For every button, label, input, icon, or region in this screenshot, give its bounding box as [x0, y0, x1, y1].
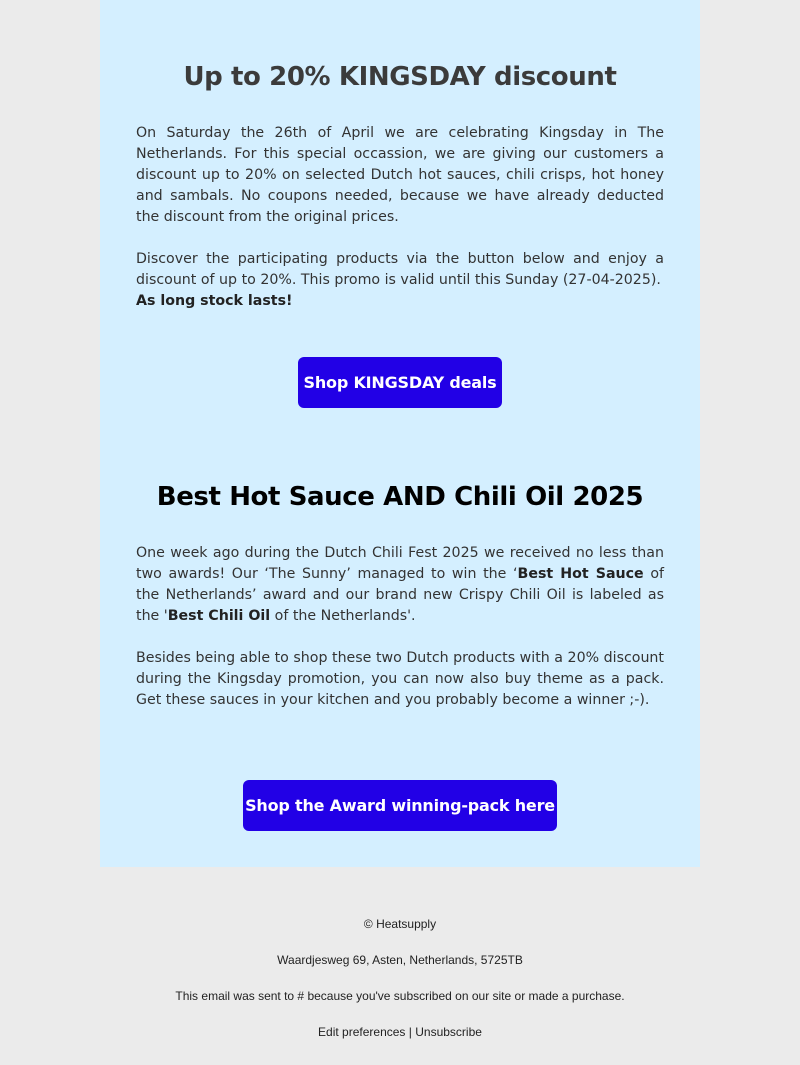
footer-copyright: © Heatsupply — [363, 917, 437, 931]
edit-preferences-link[interactable]: Edit preferences — [318, 1025, 406, 1039]
awards-text-a: One week ago during the Dutch Chili Fest 2025 we received no less than two awards! Our ‘The Sunny’ managed to win the ‘ — [136, 545, 664, 582]
email-container — [100, 0, 700, 1065]
kingsday-paragraph-2-text: Discover the participating products via the button below and enjoy a discount of up to 20%. This promo is valid until this Sunday (27-04-2025). — [136, 251, 664, 288]
shop-award-pack-button[interactable]: Shop the Award winning-pack here — [243, 780, 557, 831]
kingsday-heading: Up to 20% KINGSDAY discount — [183, 62, 617, 92]
best-hot-sauce-label: Best Hot Sauce — [517, 566, 644, 582]
stock-notice: As long stock lasts! — [136, 293, 293, 309]
awards-paragraph-2 — [136, 648, 664, 711]
awards-paragraph-2-text: Besides being able to shop these two Dutch products with a 20% discount during the Kingsday promotion, you can now also buy theme as a pack. Get these sauces in your kitchen and you probably become a winner ;-). — [136, 650, 664, 708]
footer-notice: This email was sent to # because you've subscribed on our site or made a purchase. — [175, 989, 625, 1003]
kingsday-paragraph-1-text: On Saturday the 26th of April we are celebrating Kingsday in The Netherlands. For this special occassion, we are giving our customers a discount up to 20% on selected Dutch hot sauces, chili crisps, hot honey and sambals. No coupons needed, because we have already deducted the discount from the original prices. — [136, 125, 664, 225]
awards-text-b: of the Netherlands’ award and our brand new Crispy Chili Oil is labeled as the ' — [136, 566, 665, 624]
shop-kingsday-deals-button[interactable]: Shop KINGSDAY deals — [298, 357, 502, 408]
awards-heading: Best Hot Sauce AND Chili Oil 2025 — [156, 482, 644, 512]
footer-links — [100, 1025, 700, 1039]
kingsday-paragraph-2 — [136, 249, 664, 312]
best-chili-oil-label: Best Chili Oil — [167, 608, 271, 624]
unsubscribe-link[interactable]: Unsubscribe — [415, 1025, 482, 1039]
awards-paragraph-1 — [136, 543, 664, 627]
footer-address: Waardjesweg 69, Asten, Netherlands, 5725TB — [277, 953, 523, 967]
kingsday-paragraph-1 — [136, 123, 664, 228]
footer-link-separator: | — [405, 1025, 416, 1039]
awards-text-c: of the Netherlands'. — [270, 608, 416, 624]
promo-section — [100, 0, 700, 867]
email-footer — [100, 867, 700, 1065]
